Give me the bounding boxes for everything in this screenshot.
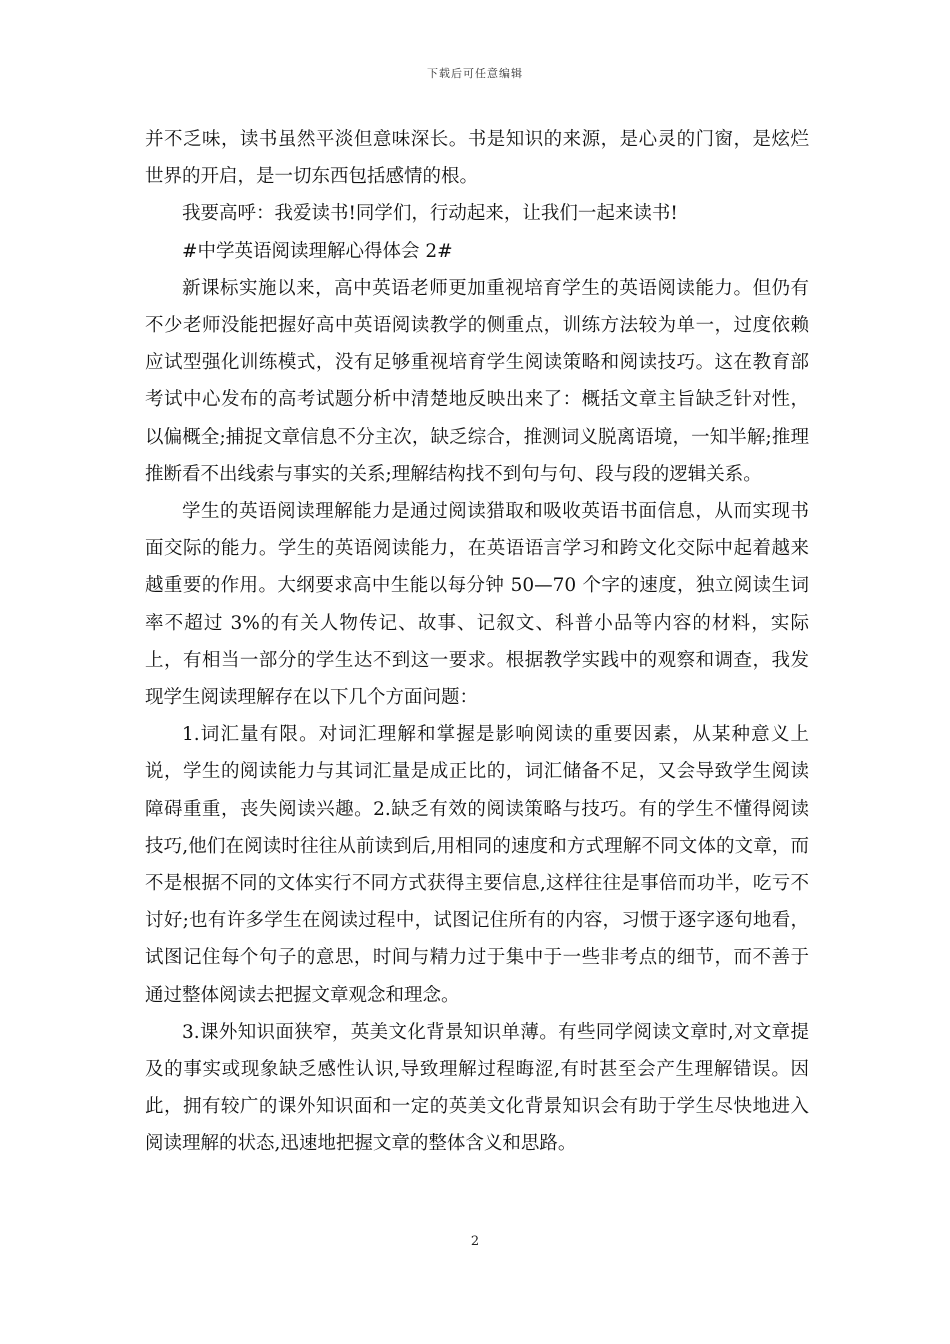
document-body [145, 121, 809, 1163]
paragraph: 并不乏味，读书虽然平淡但意味深长。书是知识的来源，是心灵的门窗，是炫烂世界的开启，是一切东西包括感情的根。 [145, 129, 809, 188]
section-heading: #中学英语阅读理解心得体会 2# [182, 240, 453, 262]
paragraph: 3.课外知识面狭窄，英美文化背景知识单薄。有些同学阅读文章时,对文章提及的事实或现象缺乏感性认识,导致理解过程晦涩,有时甚至会产生理解错误。因此，拥有较广的课外知识面和一定的英美文化背景知识会有助于学生尽快地进入阅读理解的状态,迅速地把握文章的整体含义和思路。 [145, 1021, 809, 1155]
page-number: 2 [470, 1234, 480, 1249]
page-header: 下载后可任意编辑 [427, 67, 523, 80]
paragraph: 我要高呼：我爱读书!同学们，行动起来，让我们一起来读书! [182, 203, 678, 225]
paragraph: 学生的英语阅读理解能力是通过阅读猎取和吸收英语书面信息，从而实现书面交际的能力。学生的英语阅读能力，在英语语言学习和跨文化交际中起着越来越重要的作用。大纲要求高中生能以每分钟 50—70 个字的速度，独立阅读生词率不超过 3%的有关人物传记、故事、记叙文、科普小品等内容的材料，实际上，有相当一部分的学生达不到这一要求。根据教学实践中的观察和调查，我发现学生阅读理解存在以下几个方面问题： [145, 501, 809, 709]
paragraph: 1.词汇量有限。对词汇理解和掌握是影响阅读的重要因素，从某种意义上说，学生的阅读能力与其词汇量是成正比的，词汇储备不足，又会导致学生阅读障碍重重，丧失阅读兴趣。2.缺乏有效的阅读策略与技巧。有的学生不懂得阅读技巧,他们在阅读时往往从前读到后,用相同的速度和方式理解不同文体的文章，而不是根据不同的文体实行不同方式获得主要信息,这样往往是事倍而功半，吃亏不讨好;也有许多学生在阅读过程中，试图记住所有的内容，习惯于逐字逐句地看，试图记住每个句子的意思，时间与精力过于集中于一些非考点的细节，而不善于通过整体阅读去把握文章观念和理念。 [145, 724, 809, 1006]
paragraph: 新课标实施以来，高中英语老师更加重视培育学生的英语阅读能力。但仍有不少老师没能把握好高中英语阅读教学的侧重点，训练方法较为单一，过度依赖应试型强化训练模式，没有足够重视培育学生阅读策略和阅读技巧。这在教育部考试中心发布的高考试题分析中清楚地反映出来了：概括文章主旨缺乏针对性，以偏概全;捕捉文章信息不分主次，缺乏综合，推测词义脱离语境，一知半解;推理推断看不出线索与事实的关系;理解结构找不到句与句、段与段的逻辑关系。 [145, 277, 809, 485]
